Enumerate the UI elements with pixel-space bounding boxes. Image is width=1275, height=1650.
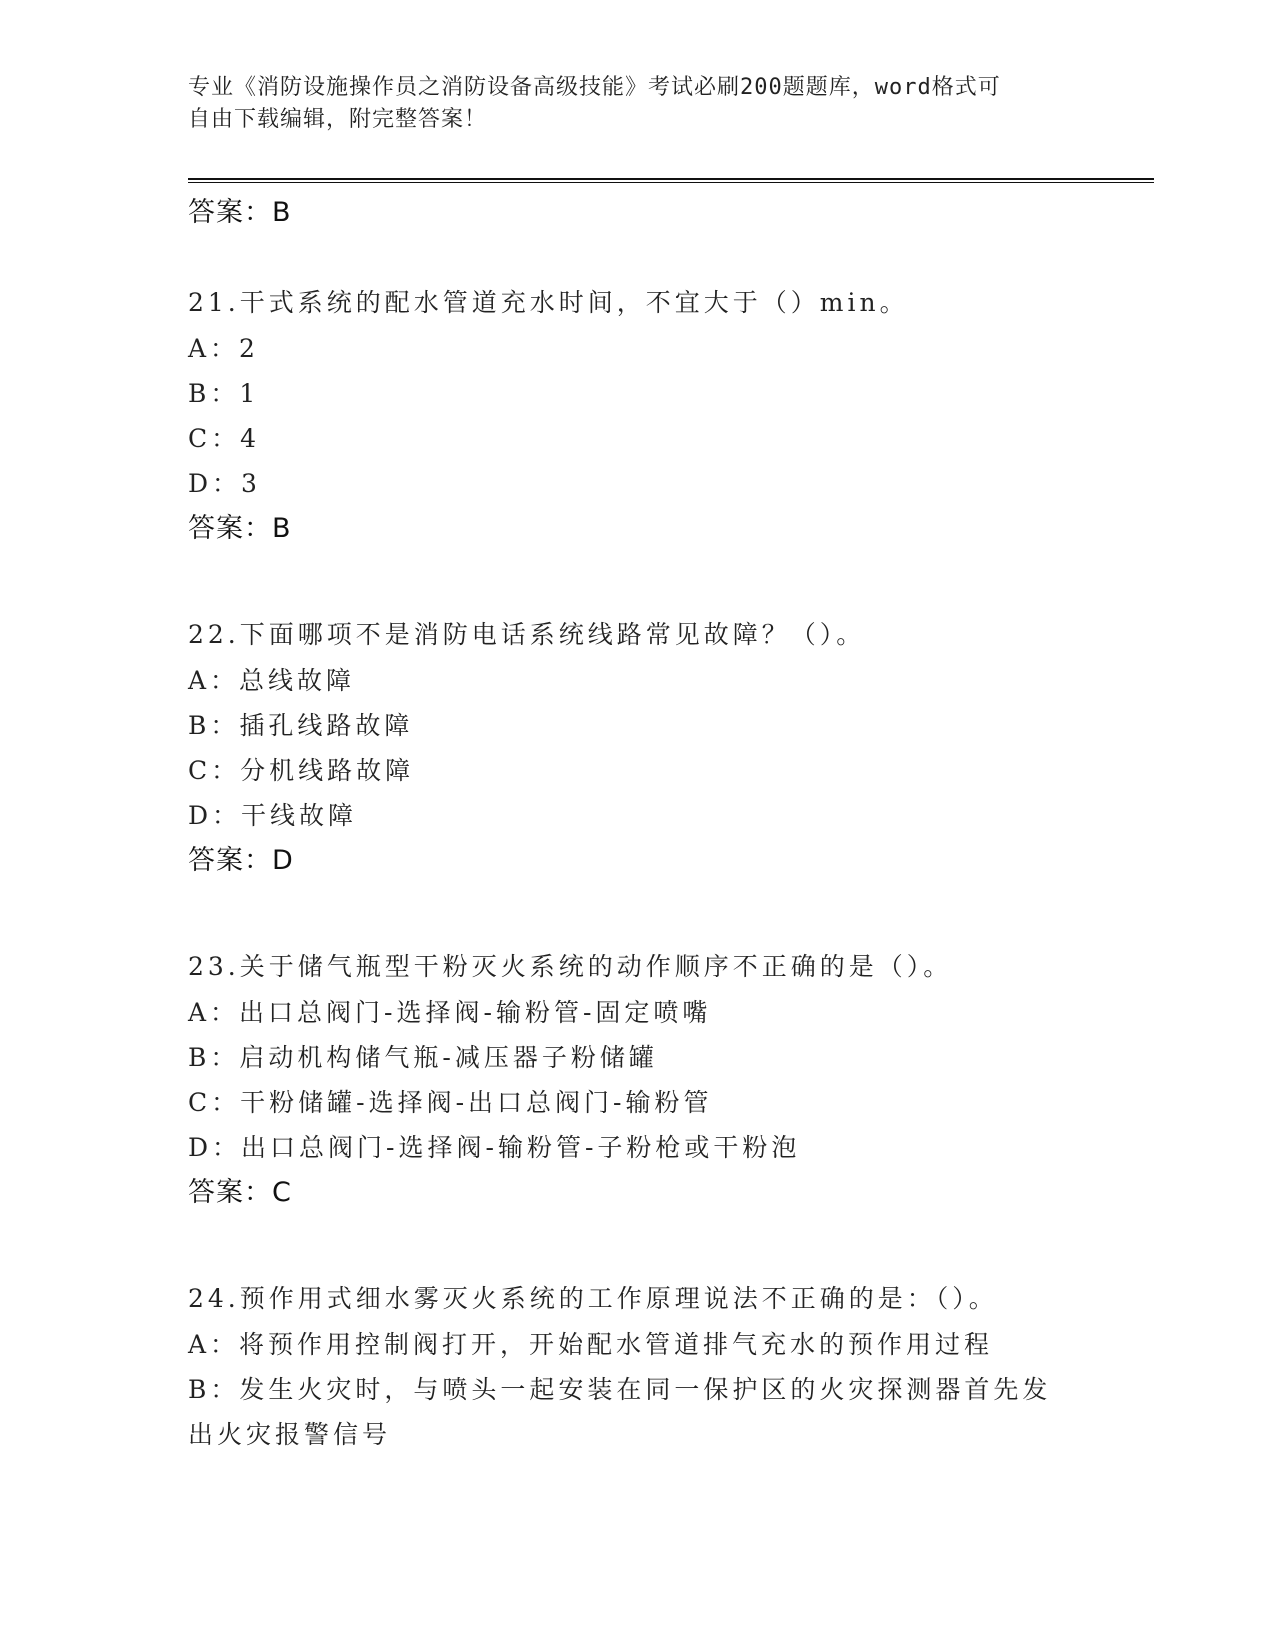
option-b: B：启动机构储气瓶-减压器子粉储罐 xyxy=(188,1043,658,1072)
question-23 xyxy=(188,944,1088,1216)
answer-line: 答案：D xyxy=(188,845,294,876)
answer-line: 答案：B xyxy=(188,197,292,228)
answer-line: 答案：C xyxy=(188,1177,292,1208)
header-line-1: 专业《消防设施操作员之消防设备高级技能》考试必刷200题题库，word格式可 xyxy=(188,75,1001,100)
option-d: D：3 xyxy=(188,469,261,498)
option-c: C：4 xyxy=(188,424,261,453)
question-22 xyxy=(188,612,1088,884)
header-line-2: 自由下载编辑，附完整答案！ xyxy=(188,107,488,132)
document-body xyxy=(188,190,1088,1457)
spacer xyxy=(188,236,1088,280)
question-21 xyxy=(188,280,1088,552)
question-title: 24.预作用式细水雾灭火系统的工作原理说法不正确的是：（）。 xyxy=(188,1284,998,1313)
question-title: 23.关于储气瓶型干粉灭火系统的动作顺序不正确的是（）。 xyxy=(188,952,953,981)
question-title: 21.干式系统的配水管道充水时间，不宜大于（）min。 xyxy=(188,288,909,317)
header-divider xyxy=(188,178,1154,183)
page-header xyxy=(188,72,1088,136)
answer-line: 答案：B xyxy=(188,513,292,544)
option-d: D：出口总阀门-选择阀-输粉管-子粉枪或干粉泡 xyxy=(188,1133,801,1162)
question-title: 22.下面哪项不是消防电话系统线路常见故障？（）。 xyxy=(188,620,866,649)
option-c: C：干粉储罐-选择阀-出口总阀门-输粉管 xyxy=(188,1088,713,1117)
question-24 xyxy=(188,1276,1088,1457)
option-d: D：干线故障 xyxy=(188,801,358,830)
option-a: A：2 xyxy=(188,334,259,363)
spacer xyxy=(188,1216,1088,1276)
option-a: A：将预作用控制阀打开，开始配水管道排气充水的预作用过程 xyxy=(188,1330,994,1359)
option-c: C：分机线路故障 xyxy=(188,756,415,785)
spacer xyxy=(188,552,1088,612)
option-a: A：总线故障 xyxy=(188,666,356,695)
option-a: A：出口总阀门-选择阀-输粉管-固定喷嘴 xyxy=(188,998,712,1027)
option-b: B：插孔线路故障 xyxy=(188,711,414,740)
spacer xyxy=(188,884,1088,944)
option-b: B：发生火灾时，与喷头一起安装在同一保护区的火灾探测器首先发出火灾报警信号 xyxy=(188,1375,1052,1449)
option-b: B：1 xyxy=(188,379,260,408)
